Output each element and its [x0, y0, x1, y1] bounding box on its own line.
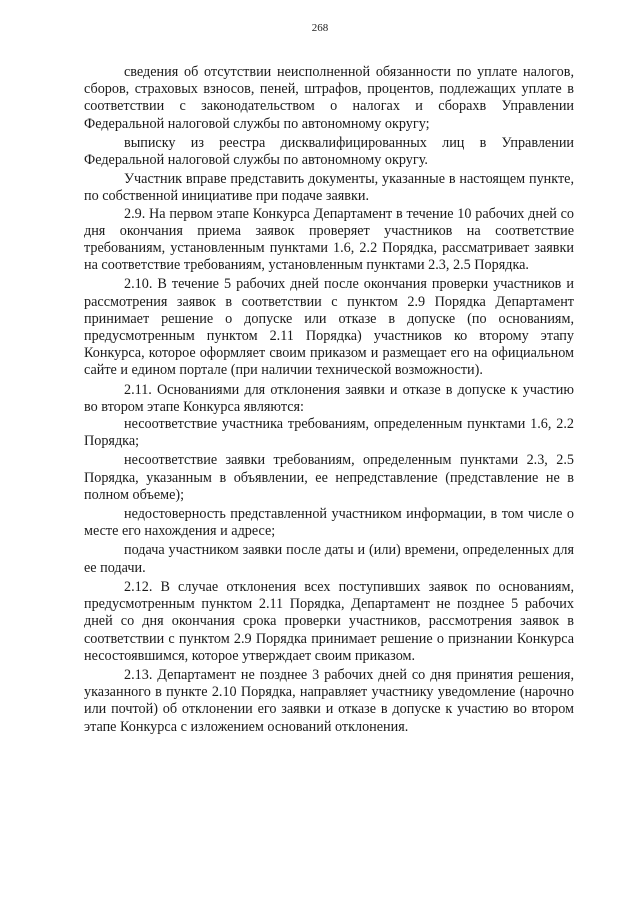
paragraph-2-9: 2.9. На первом этапе Конкурса Департамент в течение 10 рабочих дней со дня окончания приема заявок проверяет участников на соответствие требованиям, установленным пунктами 1.6, 2.2 Порядка, рассматривает заявки на соответствие требованиям, установленным пунктами 2.3, 2.5 Порядка.: [84, 205, 574, 274]
paragraph-2-10: 2.10. В течение 5 рабочих дней после окончания проверки участников и рассмотрения заявок в соответствии с пунктом 2.9 Порядка Департамент принимает решение о допуске или отказе в допуске (по основаниям, предусмотренным пунктом 2.11 Порядка) участников ко второму этапу Конкурса, которое оформляет своим приказом и размещает его на официальном сайте и едином портале (при наличии технической возможности).: [84, 276, 574, 379]
paragraph-own-initiative: Участник вправе представить документы, указанные в настоящем пункте, по собственной инициативе при подаче заявки.: [84, 171, 574, 205]
page-number: 268: [311, 22, 329, 34]
paragraph-2-11: 2.11. Основаниями для отклонения заявки и отказе в допуске к участию во втором этапе Конкурса являются:: [84, 381, 574, 415]
paragraph-2-12: 2.12. В случае отклонения всех поступивших заявок по основаниям, предусмотренным пунктом 2.11 Порядка, Департамент не позднее 5 рабочих дней со дня окончания срока проверки участников, рассмотрения заявок в соответствии с пунктом 2.9 Порядка принимает решение о признании Конкурса несостоявшимся, которое утверждает своим приказом.: [84, 578, 574, 664]
paragraph-inaccurate-info: недостоверность представленной участником информации, в том числе о месте его нахождения и адресе;: [84, 506, 574, 540]
paragraph-tax-debt-info: сведения об отсутствии неисполненной обязанности по уплате налогов, сборов, страховых взносов, пеней, штрафов, процентов, подлежащих уплате в соответствии с законодательством о налогах и сборахв Управлении Федеральной налоговой службы по автономному округу;: [84, 64, 574, 132]
paragraph-disqualified-registry: выписку из реестра дисквалифицированных лиц в Управлении Федеральной налоговой службы по автономному округу.: [84, 134, 574, 169]
paragraph-participant-mismatch: несоответствие участника требованиям, определенным пунктами 1.6, 2.2 Порядка;: [84, 416, 574, 450]
document-body: [84, 64, 574, 736]
paragraph-application-mismatch: несоответствие заявки требованиям, определенным пунктами 2.3, 2.5 Порядка, указанным в объявлении, ее непредставление (представление не в полном объеме);: [84, 452, 574, 503]
paragraph-2-13: 2.13. Департамент не позднее 3 рабочих дней со дня принятия решения, указанного в пункте 2.10 Порядка, направляет участнику уведомление (нарочно или почтой) об отклонении его заявки и отказе в допуске к участию во втором этапе Конкурса с изложением оснований отклонения.: [84, 666, 574, 735]
paragraph-late-submission: подача участником заявки после даты и (или) времени, определенных для ее подачи.: [84, 542, 574, 576]
